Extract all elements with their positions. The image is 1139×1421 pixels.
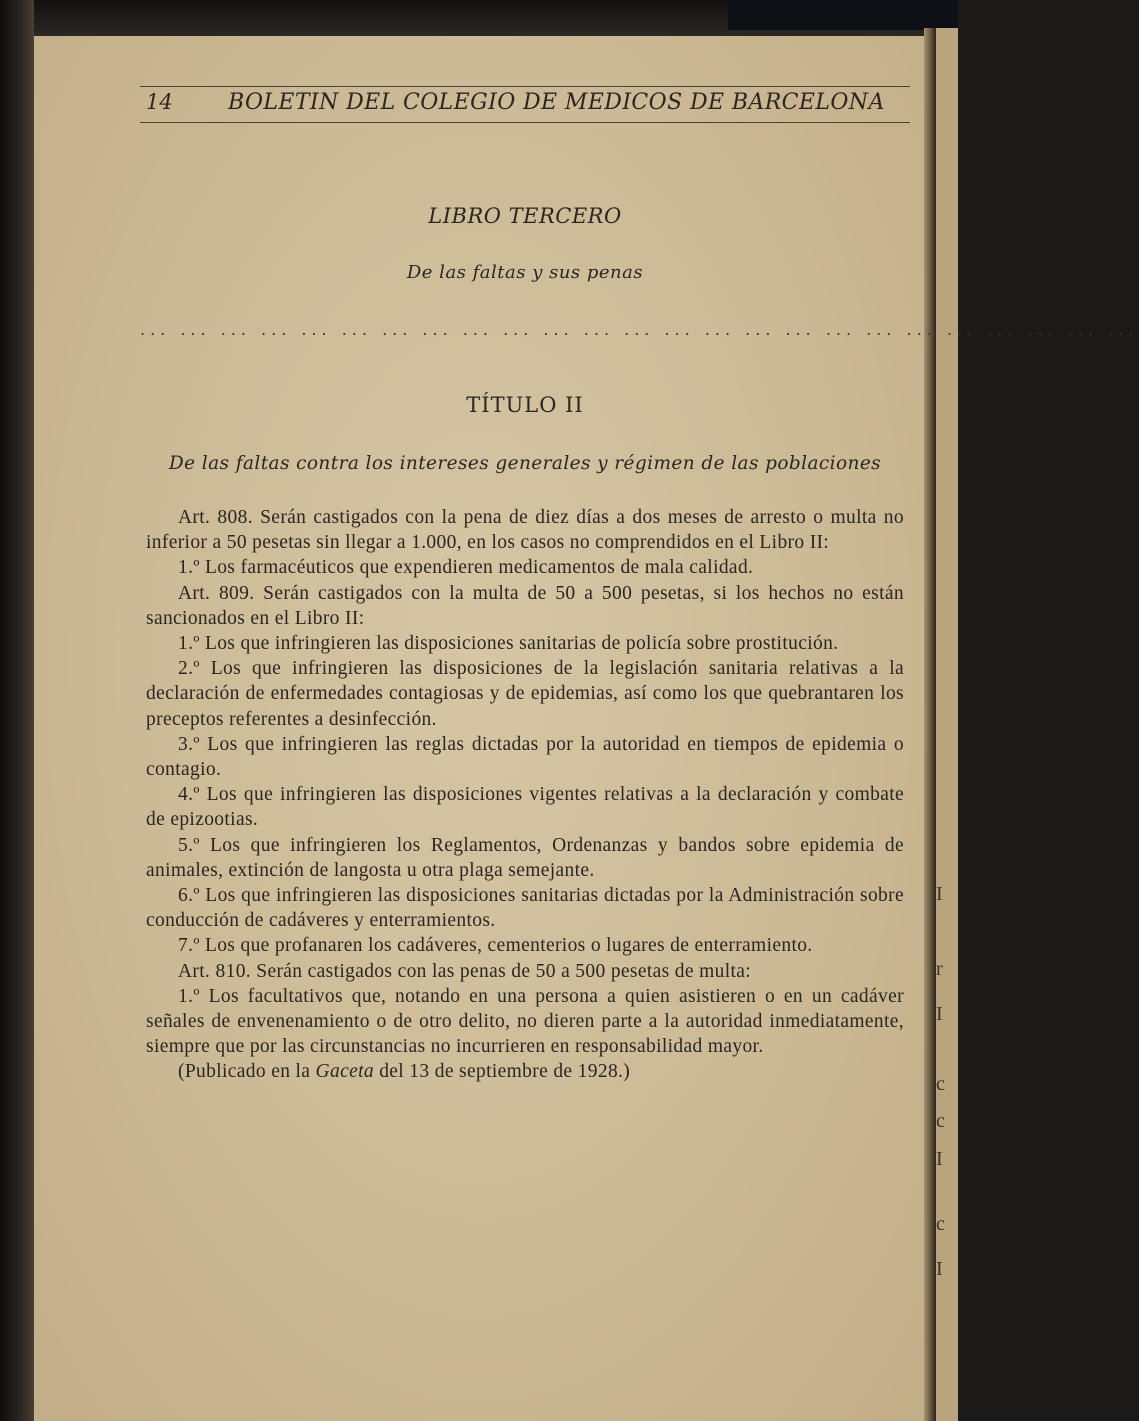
paragraph-art-809-item-3: 3.º Los que infringieren las reglas dictadas por la autoridad en tiempos de epidemia o contagio. bbox=[146, 733, 904, 781]
adjacent-page-fragment: I bbox=[936, 883, 943, 905]
header-top-rule bbox=[140, 86, 910, 87]
book-title: LIBRO TERCERO bbox=[428, 204, 622, 228]
adjacent-page-fragment: I bbox=[936, 1003, 943, 1025]
article-body bbox=[146, 505, 904, 1085]
adjacent-page-fragment: c bbox=[936, 1110, 945, 1132]
section-subtitle: De las faltas contra los intereses generales y régimen de las poblaciones bbox=[168, 453, 882, 474]
running-header bbox=[140, 90, 910, 120]
header-bottom-rule bbox=[140, 122, 910, 123]
publication-note bbox=[146, 1059, 904, 1084]
publication-note-after: del 13 de septiembre de 1928.) bbox=[373, 1061, 631, 1083]
paragraph-art-809-item-7: 7.º Los que profanaren los cadáveres, cementerios o lugares de enterramiento. bbox=[178, 935, 813, 957]
adjacent-page-fragment: c bbox=[936, 1213, 945, 1235]
adjacent-page-fragment: r bbox=[936, 958, 943, 980]
book-subtitle: De las faltas y sus penas bbox=[406, 262, 644, 283]
publication-note-gazette: Gaceta bbox=[315, 1061, 374, 1083]
adjacent-page-fragment: I bbox=[936, 1258, 943, 1280]
paragraph-art-809-item-1: 1.º Los que infringieren las disposiciones sanitarias de policía sobre prostitución. bbox=[178, 633, 839, 655]
page-number: 14 bbox=[146, 90, 173, 114]
paragraph-art-809: Art. 809. Serán castigados con la multa de 50 a 500 pesetas, si los hechos no están sancionados en el Libro II: bbox=[146, 582, 904, 629]
section-title: TÍTULO II bbox=[466, 393, 584, 417]
paragraph-art-809-item-4: 4.º Los que infringieren las disposiciones vigentes relativas a la declaración y combate de epizootias. bbox=[146, 784, 904, 831]
paragraph-art-808-item-1: 1.º Los farmacéuticos que expendieren medicamentos de mala calidad. bbox=[178, 557, 754, 579]
running-head-title: BOLETIN DEL COLEGIO DE MEDICOS DE BARCELONA bbox=[228, 90, 885, 115]
paragraph-art-810: Art. 810. Serán castigados con las penas de 50 a 500 pesetas de multa: bbox=[178, 960, 752, 982]
paragraph-art-809-item-2: 2.º Los que infringieren las disposiciones de la legislación sanitaria relativas a la declaración de enfermedades contagiosas y de epidemias, así como los que quebrantaren los preceptos referentes a desinfección. bbox=[146, 658, 904, 730]
ellipsis-separator: ... ... ... ... ... ... ... ... ... ... ... ... ... ... ... ... ... ... ... ... ... ... ... ... ... bbox=[140, 320, 1139, 339]
paragraph-art-810-item-1: 1.º Los facultativos que, notando en una persona a quien asistieren o en un cadáver señales de envenenamiento o de otro delito, no dieren parte a la autoridad inmediatamente, siempre que por las circunstancias no incurrieren en responsabilidad mayor. bbox=[146, 985, 904, 1058]
paragraph-art-809-item-5: 5.º Los que infringieren los Reglamentos, Ordenanzas y bandos sobre epidemia de animales, extinción de langosta u otra plaga semejante. bbox=[146, 834, 904, 881]
adjacent-page-fragment: I bbox=[936, 1148, 943, 1170]
adjacent-page-fragment: c bbox=[936, 1073, 945, 1095]
paragraph-art-808: Art. 808. Serán castigados con la pena de diez días a dos meses de arresto o multa no inferior a 50 pesetas sin llegar a 1.000, en los casos no comprendidos en el Libro II: bbox=[146, 507, 904, 554]
paragraph-art-809-item-6: 6.º Los que infringieren las disposiciones sanitarias dictadas por la Administración sobre conducción de cadáveres y enterramientos. bbox=[146, 885, 904, 932]
publication-note-before: (Publicado en la bbox=[178, 1061, 316, 1083]
